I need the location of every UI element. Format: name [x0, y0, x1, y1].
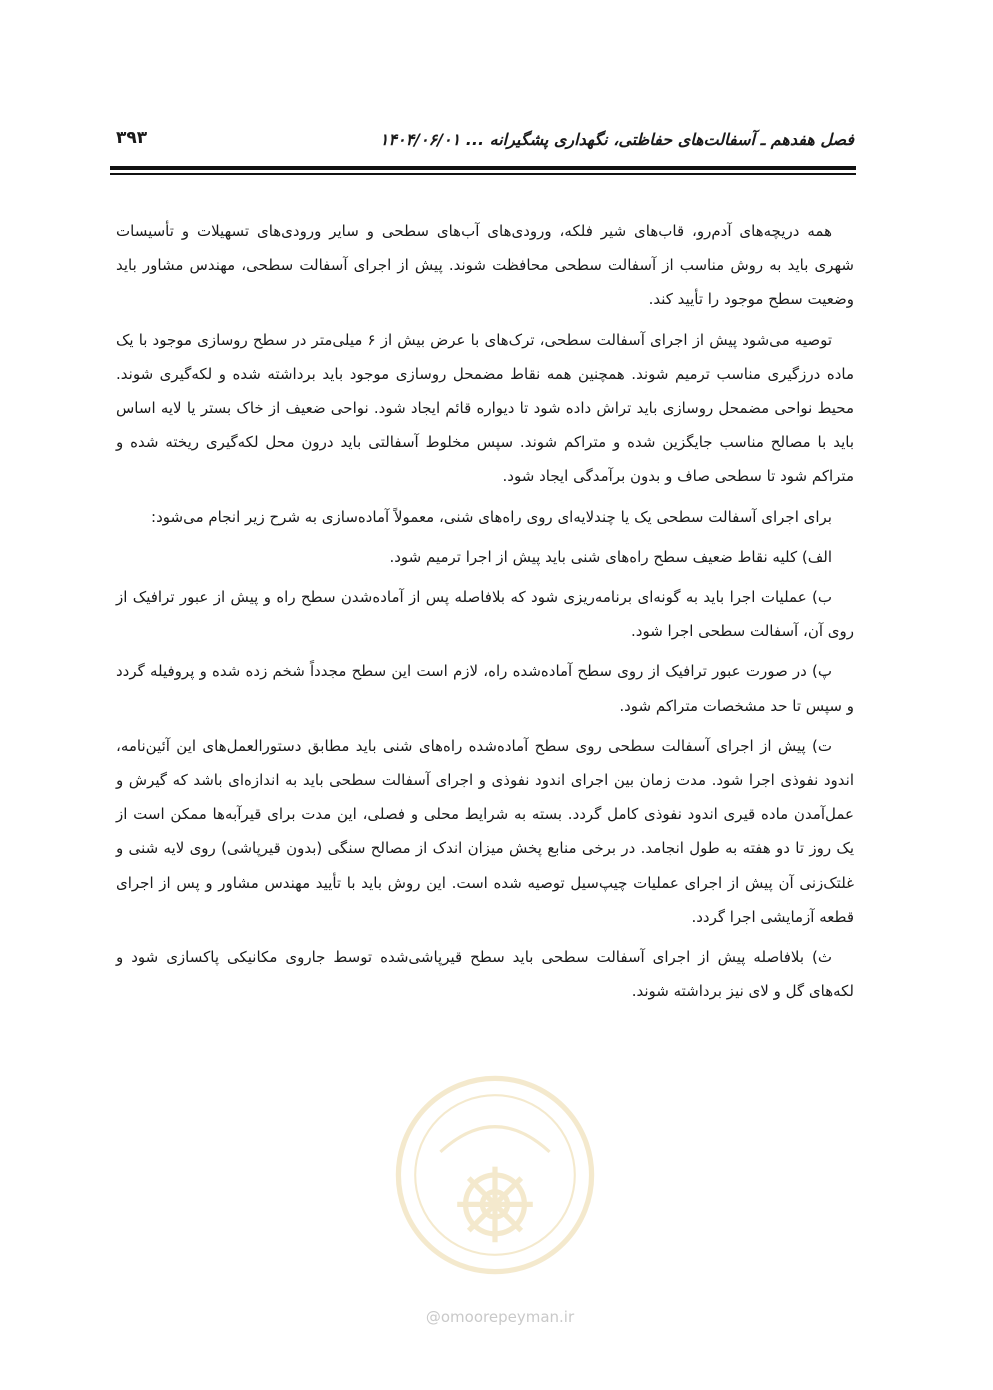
list-item-se: ث) بلافاصله پیش از اجرای آسفالت سطحی باید سطح قیرپاشی‌شده توسط جاروی مکانیکی پاکسازی شود و لکه‌های گل و لای نیز برداشته شوند. — [116, 948, 854, 1001]
watermark-seal-icon — [390, 1070, 600, 1280]
paragraph-manholes: همه دریچه‌های آدم‌رو، قاب‌های شیر فلکه، ورودی‌های آب‌های سطحی و سایر ورودی‌های تسهیلات و تأسیسات شهری باید به روش مناسب از آسفالت سطحی محافظت شوند. پیش از اجرای آسفالت سطحی، مهندس مشاور باید وضعیت سطح موجود را تأیید کند. — [116, 222, 854, 309]
body-text — [116, 214, 854, 1014]
page-header — [116, 128, 854, 158]
header-rule-thick — [110, 166, 856, 170]
watermark-site: @omoorepeyman.ir — [425, 1308, 575, 1326]
chapter-title: فصل هفدهم ـ آسفالت‌های حفاظتی، نگهداری پشگیرانه ... ۱۴۰۴/۰۶/۰۱ — [379, 130, 854, 149]
list-item-pe: پ) در صورت عبور ترافیک از روی سطح آماده‌شده راه، لازم است این سطح مجدداً شخم زده شده و پروفیله گردد و سپس تا حد مشخصات متراکم شود. — [116, 662, 854, 715]
page-number: ۳۹۳ — [116, 128, 148, 148]
paragraph-crack-repair: توصیه می‌شود پیش از اجرای آسفالت سطحی، ترک‌های با عرض بیش از ۶ میلی‌متر در سطح روسازی موجود با یک ماده درزگیری مناسب ترمیم شوند. همچنین همه نقاط مضمحل روسازی موجود باید برداشته شده و لکه‌گیری شوند. محیط نواحی مضمحل روسازی باید تراش داده شود تا دیواره قائم ایجاد شود. نواحی ضعیف از خاک بستر یا لایه اساس باید با مصالح مناسب جایگزین شده و متراکم شوند. سپس مخلوط آسفالتی باید درون محل لکه‌گیری ریخته شده و متراکم شود تا سطحی صاف و بدون برآمدگی ایجاد شود. — [116, 330, 854, 486]
list-item-te: ت) پیش از اجرای آسفالت سطحی روی سطح آماده‌شده راه‌های شنی باید مطابق دستورالعمل‌های این آئین‌نامه، اندود نفوذی اجرا شود. مدت زمان بین اجرای اندود نفوذی و اجرای آسفالت سطحی باید به اندازه‌ای باشد که گیرش و عمل‌آمدن ماده قیری اندود نفوذی کامل گردد. بسته به شرایط محلی و فصلی، این مدت برای قیرآبه‌ها ممکن است از یک روز تا دو هفته به طول انجامد. در برخی منابع پخش میزان اندک از مصالح سنگی (بدون قیرپاشی) روی لایه شنی و غلتک‌زنی آن پیش از اجرای عملیات چیپ‌سیل توصیه شده است. این روش باید با تأیید مهندس مشاور و پس از اجرای قطعه آزمایشی اجرا گردد. — [116, 736, 854, 926]
header-rule-thin — [110, 173, 856, 175]
paragraph-gravel-roads-intro: برای اجرای آسفالت سطحی یک یا چندلایه‌ای روی راه‌های شنی، معمولاً آماده‌سازی به شرح زیر انجام می‌شود: — [151, 507, 832, 526]
list-item-alef: الف) کلیه نقاط ضعیف سطح راه‌های شنی باید پیش از اجرا ترمیم شود. — [389, 547, 832, 566]
list-item-be: ب) عملیات اجرا باید به گونه‌ای برنامه‌ریزی شود که بلافاصله پس از آماده‌شدن سطح راه و پیش از عبور ترافیک از روی آن، آسفالت سطحی اجرا شود. — [116, 588, 854, 641]
